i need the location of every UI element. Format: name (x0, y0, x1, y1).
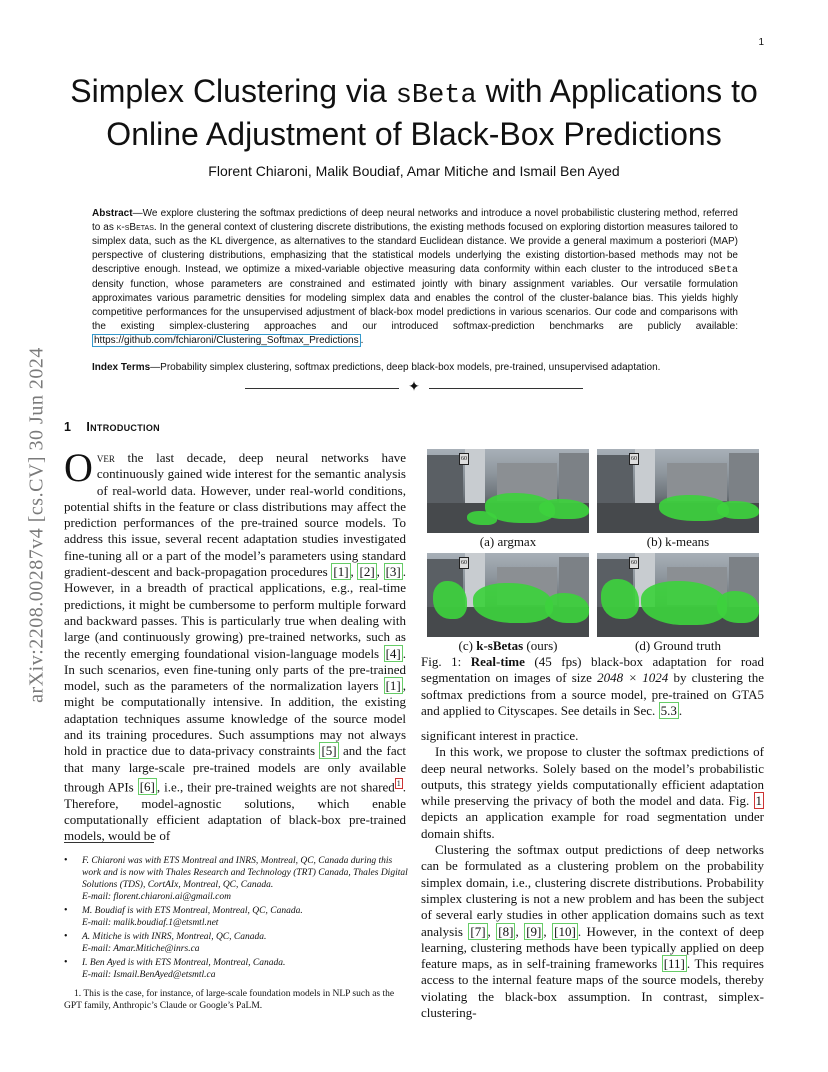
figure-panel-argmax (427, 449, 589, 533)
body-text: . However, in a breadth of practical applications, e.g., real-time predictions, it might be cumbersome to perform multiple forward and backward passes. This is particularly true when dealing with large (and continuously growing) pre-trained networks, such as the recently emerging foundational vision-language models (64, 564, 407, 661)
abstract-text: —We explore clustering the softmax predictions of deep neural networks and introduce a novel probabilistic clustering method, referred to as (92, 208, 738, 233)
lead-word: ver (96, 450, 115, 465)
caption-text: by clustering the softmax predictions from a source model, pre-trained on GTA5 and applied to Cityscapes. See details in Sec. (421, 670, 764, 718)
body-text: depicts an application example for road segmentation under domain shifts. (421, 809, 764, 841)
affiliation-item (64, 905, 408, 929)
figure-panel-ground-truth (597, 553, 759, 637)
title-mono: sBeta (395, 81, 477, 111)
speed-sign: 60 (629, 453, 639, 465)
body-text: , might be computationally intensive. In addition, the existing adaptation techniques assume knowledge of the source model and its training procedures. Such assumptions may not always hold in practice due to data-privacy constraints (64, 678, 406, 759)
title-part1: Simplex Clustering via (70, 73, 396, 109)
body-text: the last decade, deep neural networks have continuously gained wide interest for the semantic analysis of real-world data. However, under real-world conditions, potential shifts in the feature or class distributions may affect the prediction performances of the pre-trained source models. To address this issue, several recent adaptation studies investigated fine-tuning all or a part of the model’s parameters using standard gradient-descent and back-propagation procedures (64, 450, 406, 580)
figure-link[interactable]: 1 (755, 793, 762, 809)
body-paragraph: significant interest in practice. (421, 728, 579, 743)
body-text: . Therefore, model-agnostic solutions, which enable computationally efficient adaptation of black-box pre-trained models, would be of (64, 779, 407, 844)
title-part2: with Applications to (476, 73, 758, 109)
index-terms-text: —Probability simplex clustering, softmax predictions, deep black-box models, pre-trained, unsupervised adaptation. (150, 362, 661, 373)
affiliation-item (64, 957, 408, 981)
body-text: . In such scenarios, even fine-tuning only parts of the pre-trained model, such as the parameters of the normalization layers (64, 645, 406, 694)
speed-sign: 60 (459, 453, 469, 465)
citation-link[interactable]: [7] (470, 923, 486, 939)
panel-caption-a: (a) argmax (479, 534, 537, 549)
drop-cap: O (64, 445, 93, 490)
page-number: 1 (758, 37, 764, 48)
abstract (92, 207, 738, 348)
citation-link[interactable]: [5] (321, 743, 337, 759)
body-paragraph (421, 744, 764, 842)
citation-link[interactable]: [1] (333, 564, 349, 580)
abstract-text: . (360, 335, 364, 346)
street-scene-image (427, 553, 589, 637)
citation-link[interactable]: [10] (554, 923, 576, 939)
arxiv-stamp (22, 290, 52, 760)
footnote-rule (64, 842, 154, 843)
divider-line (245, 388, 399, 389)
caption-bold: Real-time (470, 654, 525, 669)
body-text: . However, in the context of deep learning, clustering methods have been typically applied on deep feature maps, as in self-training frameworks (421, 923, 765, 972)
affiliation-item (64, 855, 408, 903)
arxiv-stamp-text: arXiv:2208.00287v4 [cs.CV] 30 Jun 2024 (25, 347, 48, 703)
citation-link[interactable]: [8] (498, 923, 514, 939)
body-paragraph: Clustering the softmax output predictions of deep networks can be formulated as a clustering problem on the probability simplex domain, i.e., clustering discrete distributions. Probability simplex clustering is not a new problem and has been the subject of several early studies in other application domains such as text analysis [7] , [8] , [9] , [10] . However, in the context of deep learning, clustering methods have been typically applied on deep feature maps, as in self-training frameworks [11] . This requires access to the internal feature maps of the source models, thereby violating the black-box assumption. In contrast, simplex-clustering- (421, 842, 765, 1021)
affiliation-item (64, 931, 408, 955)
body-text: Clustering the softmax output predictions of deep networks can be formulated as a clustering problem on the probability simplex domain, i.e., clustering discrete distributions. Probability simplex clustering is not a new problem and has been the subject of several early studies in other application domains such as text analysis (421, 842, 764, 939)
street-scene-image (427, 449, 589, 533)
figure-panel-ksbetas (427, 553, 589, 637)
panel-caption-b: (b) k-means (646, 534, 710, 549)
figure-caption (421, 654, 764, 719)
section-link[interactable]: 5.3 (660, 702, 677, 718)
caption-text: (c) (458, 638, 477, 653)
section-heading (64, 420, 160, 434)
footnote-1: 1. This is the case, for instance, of large-scale foundation models in NLP such as the GPT family, Anthropic’s Claude or Google’s PaLM. (64, 989, 395, 1011)
citation-link[interactable]: [9] (526, 923, 542, 939)
affiliation-text: A. Mitiche is with INRS, Montreal, QC, Canada. (82, 932, 267, 942)
citation-link[interactable]: [4] (385, 645, 401, 661)
image-size: 2048 × 1024 (597, 670, 669, 686)
citation-link[interactable]: [1] (385, 678, 401, 694)
affiliation-email: E-mail: Amar.Mitiche@inrs.ca (82, 944, 200, 954)
speed-sign: 60 (629, 557, 639, 569)
citation-link[interactable]: [3] (385, 564, 401, 580)
body-text: and the fact that many large-scale pre-trained models are only available through APIs (64, 743, 406, 795)
section-number: 1 (64, 420, 72, 434)
caption-text: (ours) (523, 638, 558, 653)
caption-label: Fig. 1: (421, 654, 471, 669)
divider-line (429, 388, 583, 389)
affiliation-email: E-mail: Ismail.BenAyed@etsmtl.ca (82, 970, 216, 980)
authors: Florent Chiaroni, Malik Boudiaf, Amar Mitiche and Ismail Ben Ayed (208, 163, 620, 179)
right-column (421, 728, 764, 1021)
citation-link[interactable]: [6] (139, 779, 155, 795)
method-name: k-sBetas (116, 222, 154, 233)
abstract-mono: sBeta (707, 265, 738, 276)
affiliation-email: E-mail: malik.boudiaf.1@etsmtl.net (82, 918, 219, 928)
street-scene-image (597, 449, 759, 533)
body-text: In this work, we propose to cluster the softmax predictions of deep neural networks. Solely based on the model’s probabilistic outputs, this strategy yields computationally efficient adaptation while preserving the privacy of both the model and data. Fig. (421, 744, 764, 809)
divider-star-icon: ✦ (408, 380, 420, 395)
citation-link[interactable]: [2] (359, 564, 375, 580)
caption-text: (45 fps) black-box adaptation for road segmentation on images of size (421, 654, 764, 686)
caption-text: . (678, 702, 683, 718)
affiliation-text: I. Ben Ayed is with ETS Montreal, Montreal, Canada. (82, 958, 286, 968)
left-column (64, 445, 407, 844)
street-scene-image (597, 553, 759, 637)
intro-paragraph: Over the last decade, deep neural networks have continuously gained wide interest for the semantic analysis of real-world data. However, under real-world conditions, potential shifts in the feature or class distributions may affect the prediction performances of the pre-trained source models. To address this issue, several recent adaptation studies investigated fine-tuning all or a part of the model’s parameters using standard gradient-descent and back-propagation procedures [1] , [2] , [3] . However, in a breadth of practical applications, e.g., real-time predictions, it might be cumbersome to perform multiple forward and backward passes. This is particularly true when dealing with large (and continuously growing) pre-trained networks, such as the recently emerging foundational vision-language models [4] . In such scenarios, even fine-tuning only parts of the pre-trained model, such as the parameters of the normalization layers [1] , might be computationally intensive. In addition, the existing adaptation techniques assume knowledge of the source model and its training procedures. Such assumptions may not always hold in practice due to data-privacy constraints [5] and the fact that many large-scale pre-trained models are only available through APIs [6] , i.e., their pre-trained weights are not shared $^1$ . Therefore, model-agnostic solutions, which enable computationally efficient adaptation of black-box pre-trained models, would be of (64, 445, 407, 844)
affiliations (64, 855, 408, 983)
citation-link[interactable]: [11] (663, 956, 685, 972)
affiliation-email: E-mail: florent.chiaroni.ai@gmail.com (82, 892, 231, 902)
abstract-label: Abstract (92, 208, 133, 219)
body-text: . This requires access to the internal feature maps of the source models, thereby violating the black-box assumption. In contrast, simplex-clustering- (421, 956, 764, 1021)
section-title: Introduction (86, 420, 160, 434)
abstract-text: . In the general context of clustering discrete distributions, the existing methods focused on exploring distortion measures tailored to simplex data, such as the KL divergence, as alternatives to the standard Euclidean distance. We provide a general maximum a posteriori (MAP) perspective of clustering distributions, emphasizing that the statistical models underlying the existing distortion-based methods may not be descriptive enough. Instead, we optimize a mixed-variable objective measuring data conformity within each cluster to the introduced (92, 222, 738, 275)
index-terms-label: Index Terms (92, 362, 151, 373)
code-link[interactable]: https://github.com/fchiaroni/Clustering_Softmax_Predictions (94, 335, 359, 346)
panel-caption-d: (d) Ground truth (635, 638, 721, 653)
footnote-marker[interactable]: 1 (396, 778, 401, 788)
affiliation-text: M. Boudiaf is with ETS Montreal, Montreal, QC, Canada. (82, 906, 303, 916)
speed-sign: 60 (459, 557, 469, 569)
section-divider (245, 381, 583, 395)
caption-bold: k-sBetas (476, 638, 524, 653)
index-terms (92, 361, 738, 375)
paper-title (40, 72, 788, 153)
title-line2: Online Adjustment of Black-Box Predictions (106, 116, 722, 152)
panel-caption-c (427, 638, 589, 654)
affiliation-text: F. Chiaroni was with ETS Montreal and INRS, Montreal, QC, Canada during this work and is now with Thales Research and Technology (TRT) Canada, Thales Digital Solutions (TDS), CortAIx, Montreal, QC, Canada. (82, 856, 408, 890)
figure-panel-kmeans (597, 449, 759, 533)
abstract-text: density function, whose parameters are constrained and estimated jointly with binary assignment variables. Our versatile formulation approximates various parametric densities for modeling simplex data and enables the control of the cluster-balance bias. This yields highly competitive performances for the unsupervised adjustment of black-box model predictions in various scenarios. Our code and comparisons with the existing simplex-clustering approaches and our introduced softmax-prediction benchmarks are publicly available: (92, 279, 738, 332)
body-text: , i.e., their pre-trained weights are not shared (156, 779, 395, 795)
